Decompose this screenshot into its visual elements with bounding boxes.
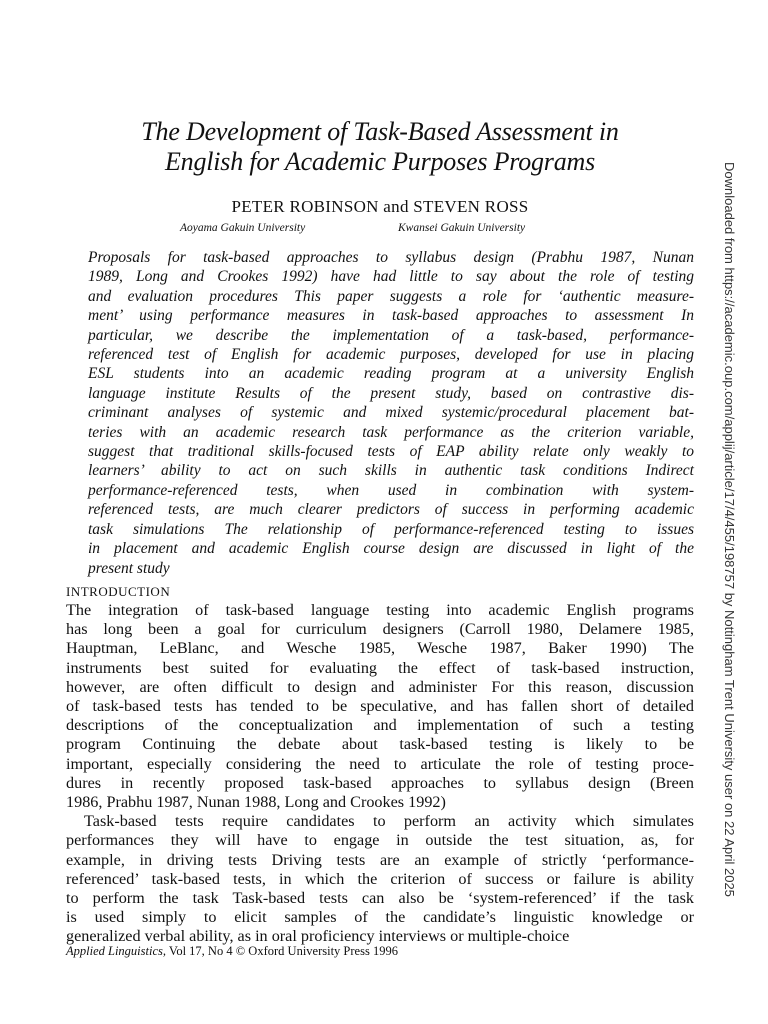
body-line: has long been a goal for curriculum designers (Carroll 1980, Delamere 1985, bbox=[66, 620, 694, 639]
download-watermark-text: Downloaded from https://academic.oup.com/applij/article/17/4/455/198757 by Nottingham Trent University user on 22 April 2025 bbox=[722, 162, 737, 897]
affiliation-1: Aoyama Gakuin University bbox=[180, 222, 306, 234]
body-line: Task-based tests require candidates to perform an activity which simulates bbox=[84, 812, 694, 831]
abstract-line: referenced tests, are much clearer predictors of success in performing academic bbox=[88, 501, 694, 519]
journal-footer bbox=[66, 944, 398, 959]
abstract-line: performance-referenced tests, when used in combination with system- bbox=[88, 481, 694, 499]
abstract-line: present study bbox=[88, 559, 170, 577]
abstract-line: language institute Results of the present study, based on contrastive dis- bbox=[88, 384, 694, 402]
body-line: performances they will have to engage in outside the test situation, as, for bbox=[66, 831, 694, 850]
body-line: generalized verbal ability, as in oral proficiency interviews or multiple-choice bbox=[66, 927, 570, 946]
body-line: dures in recently proposed task-based approaches to syllabus design (Breen bbox=[66, 773, 694, 792]
body-line: referenced’ task-based tests, in which the criterion of success or failure is ability bbox=[66, 869, 694, 888]
abstract-line: 1989, Long and Crookes 1992) have had little to say about the role of testing bbox=[88, 268, 694, 286]
body-line: to perform the task Task-based tests can also be ‘system-referenced’ if the task bbox=[66, 889, 694, 908]
body-line: 1986, Prabhu 1987, Nunan 1988, Long and Crookes 1992) bbox=[66, 793, 446, 812]
body-line: instruments best suited for evaluating the effect of task-based instruction, bbox=[66, 658, 694, 677]
body-line: is used simply to elicit samples of the candidate’s linguistic knowledge or bbox=[66, 908, 694, 927]
body-line: however, are often difficult to design and administer For this reason, discussion bbox=[66, 677, 694, 696]
abstract-line: particular, we describe the implementation of a task-based, performance- bbox=[88, 326, 694, 344]
title-line-1: The Development of Task-Based Assessment in bbox=[141, 117, 619, 146]
body-line: of task-based tests has tended to be speculative, and has fallen short of detailed bbox=[66, 697, 694, 716]
body-line: The integration of task-based language testing into academic English programs bbox=[66, 601, 694, 619]
journal-name: Applied Linguistics, bbox=[66, 944, 166, 958]
title-line-2: English for Academic Purposes Programs bbox=[164, 147, 596, 176]
author-affiliations bbox=[180, 222, 600, 234]
body-line: descriptions of the conceptualization and implementation of such a testing bbox=[66, 716, 694, 735]
abstract-line: ESL students into an academic reading program at a university English bbox=[88, 365, 694, 383]
author-names: PETER ROBINSON and STEVEN ROSS bbox=[231, 197, 529, 216]
abstract-line: teries with an academic research task performance as the criterion variable, bbox=[88, 423, 694, 441]
abstract-line: task simulations The relationship of performance-referenced testing to issues bbox=[88, 520, 694, 538]
abstract-line: in placement and academic English course design are discussed in light of the bbox=[88, 540, 694, 558]
affiliation-2: Kwansei Gakuin University bbox=[398, 222, 526, 234]
journal-citation: Vol 17, No 4 © Oxford University Press 1996 bbox=[166, 944, 398, 958]
abstract-line: referenced test of English for academic purposes, developed for use in placing bbox=[88, 346, 694, 364]
abstract-line: learners’ ability to act on such skills in authentic task conditions Indirect bbox=[88, 462, 694, 480]
abstract-line: Proposals for task-based approaches to syllabus design (Prabhu 1987, Nunan bbox=[88, 249, 694, 266]
abstract-line: suggest that traditional skills-focused tests of EAP ability relate only weakly to bbox=[88, 443, 694, 461]
abstract-line: criminant analyses of systemic and mixed systemic/procedural placement bat- bbox=[88, 404, 694, 422]
body-line: example, in driving tests Driving tests are an example of strictly ‘performance- bbox=[66, 850, 694, 869]
section-heading-introduction: INTRODUCTION bbox=[66, 584, 171, 599]
body-line: Hauptman, LeBlanc, and Wesche 1985, Wesche 1987, Baker 1990) The bbox=[66, 639, 694, 658]
abstract-line: ment’ using performance measures in task-based approaches to assessment In bbox=[88, 307, 694, 325]
body-line: important, especially considering the need to articulate the role of testing proce- bbox=[66, 754, 694, 773]
body-line: program Continuing the debate about task-based testing is likely to be bbox=[66, 735, 694, 754]
introduction-body bbox=[66, 601, 694, 947]
download-watermark bbox=[722, 162, 742, 897]
paper-title bbox=[70, 117, 690, 177]
abstract bbox=[88, 248, 694, 578]
abstract-line: and evaluation procedures This paper suggests a role for ‘authentic measure- bbox=[88, 287, 694, 305]
